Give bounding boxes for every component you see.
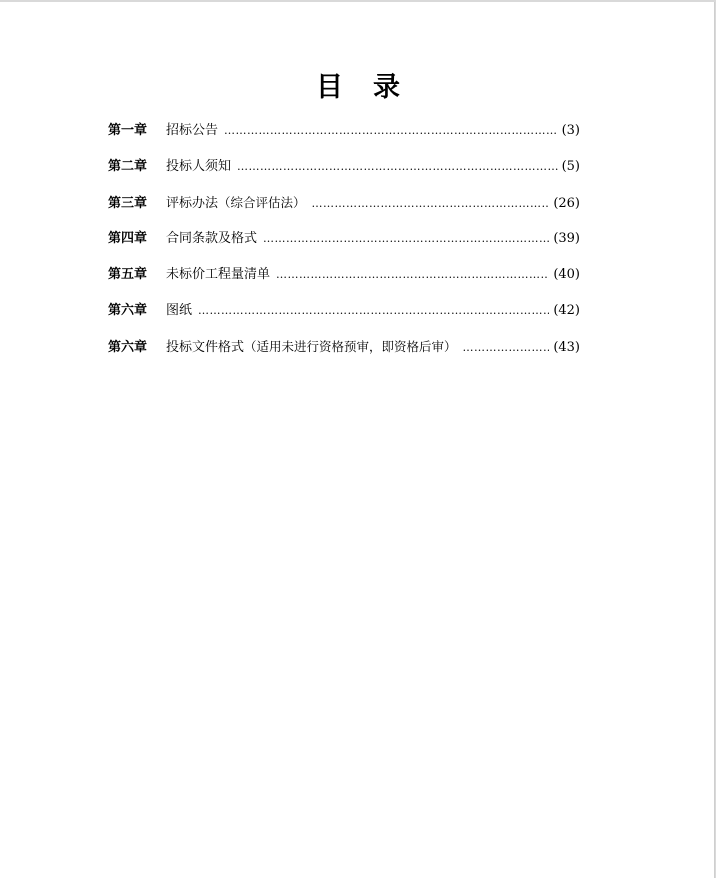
dot-leader bbox=[463, 337, 550, 359]
dot-leader bbox=[263, 228, 549, 250]
chapter-name: 投标文件格式 bbox=[166, 340, 245, 355]
dot-leader bbox=[276, 264, 549, 286]
page-number: (43) bbox=[553, 340, 580, 355]
table-of-contents bbox=[108, 120, 580, 372]
chapter-number: 第一章 bbox=[108, 123, 148, 138]
page-title bbox=[0, 68, 716, 108]
chapter-number: 第五章 bbox=[108, 267, 148, 282]
toc-entry-chapter-2[interactable] bbox=[108, 156, 580, 192]
chapter-number: 第六章 bbox=[108, 303, 148, 318]
page-number: (40) bbox=[553, 267, 580, 282]
title-char-1: 目 bbox=[316, 72, 343, 103]
dot-leader bbox=[224, 120, 558, 142]
toc-entry-chapter-5[interactable] bbox=[108, 264, 580, 300]
chapter-number: 第四章 bbox=[108, 231, 148, 246]
chapter-name: 投标人须知 bbox=[166, 159, 232, 174]
toc-entry-chapter-6-drawings[interactable] bbox=[108, 300, 580, 336]
dot-leader bbox=[237, 156, 558, 178]
chapter-note: （综合评估法） bbox=[218, 195, 306, 210]
page-number: (39) bbox=[553, 231, 580, 246]
chapter-number: 第六章 bbox=[108, 340, 148, 355]
toc-entry-chapter-3[interactable] bbox=[108, 192, 580, 228]
toc-entry-chapter-6-bid-format[interactable] bbox=[108, 336, 580, 372]
page-number: (5) bbox=[561, 159, 580, 174]
chapter-name: 图纸 bbox=[166, 303, 193, 318]
toc-entry-chapter-4[interactable] bbox=[108, 228, 580, 264]
dot-leader bbox=[312, 193, 550, 215]
document-page bbox=[0, 2, 715, 878]
chapter-number: 第三章 bbox=[108, 196, 148, 211]
title-char-2: 录 bbox=[373, 72, 400, 103]
chapter-name: 未标价工程量清单 bbox=[166, 267, 271, 282]
page-number: (42) bbox=[553, 303, 580, 318]
chapter-note: （适用未进行资格预审，即资格后审） bbox=[244, 339, 457, 354]
chapter-name: 评标办法 bbox=[166, 196, 219, 211]
toc-entry-chapter-1[interactable] bbox=[108, 120, 580, 156]
chapter-number: 第二章 bbox=[108, 159, 148, 174]
page-number: (26) bbox=[553, 196, 580, 211]
page-number: (3) bbox=[561, 123, 580, 138]
chapter-name: 招标公告 bbox=[166, 123, 219, 138]
chapter-name: 合同条款及格式 bbox=[166, 231, 258, 246]
dot-leader bbox=[198, 300, 549, 322]
